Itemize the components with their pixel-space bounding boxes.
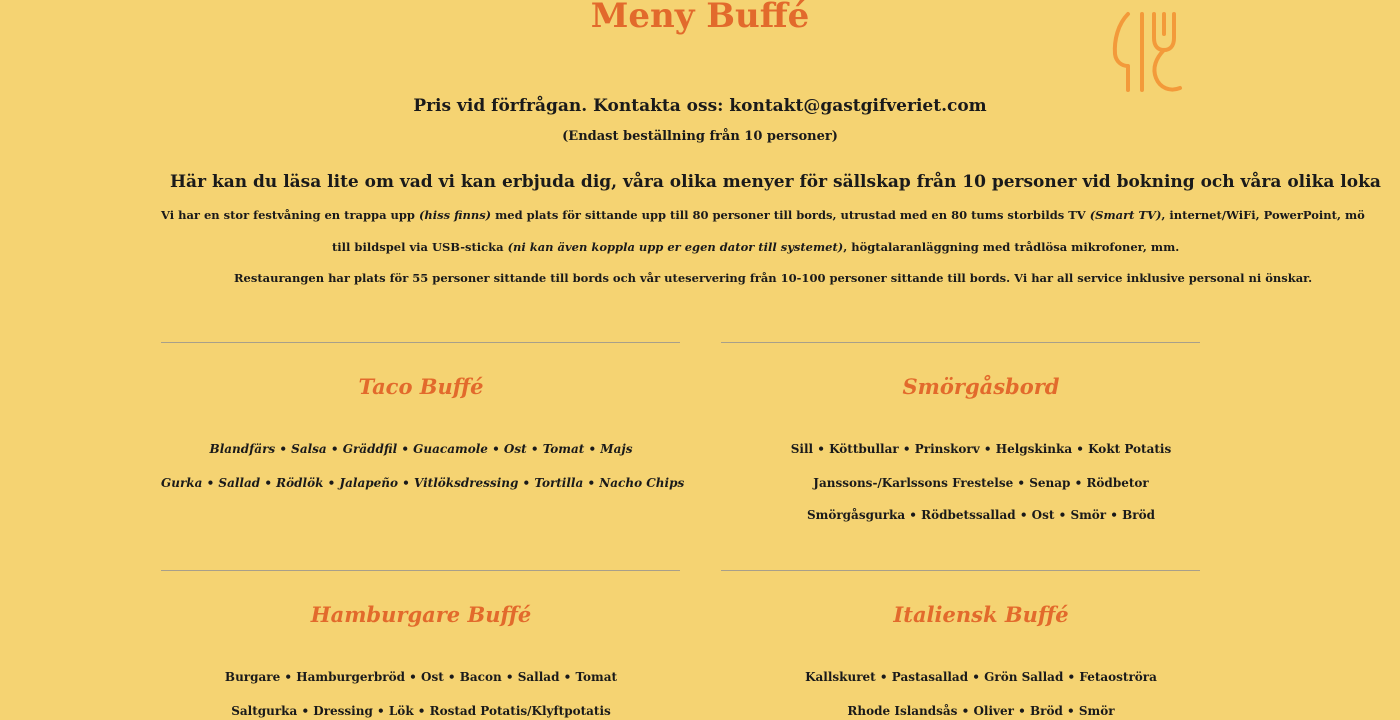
- info-line-2-part-b: (ni kan även koppla upp er egen dator till systemet): [507, 240, 844, 254]
- menu-item-line: Rhode Islandsås • Oliver • Bröd • Smör: [847, 704, 1115, 718]
- info-line-1-part-d: (Smart TV): [1089, 208, 1162, 222]
- menu-title-italiensk: Italiensk Buffé: [893, 602, 1069, 627]
- divider: [721, 342, 1200, 343]
- order-note: (Endast beställning från 10 personer): [562, 129, 838, 144]
- info-line-1-part-e: , internet/WiFi, PowerPoint, mö: [1161, 208, 1365, 222]
- fork-knife-icon[interactable]: [1112, 10, 1184, 94]
- menu-item-line: Saltgurka • Dressing • Lök • Rostad Potatis/Klyftpotatis: [231, 704, 611, 718]
- menu-item-line: Janssons-/Karlssons Frestelse • Senap • Rödbetor: [813, 476, 1149, 490]
- menu-item-line: Burgare • Hamburgerbröd • Ost • Bacon • Sallad • Tomat: [224, 670, 618, 684]
- page-title: Meny Buffé: [590, 0, 810, 36]
- info-line-3: Restaurangen har plats för 55 personer sittande till bords och vår uteservering från 10-100 personer sittande till bords. Vi har all service inklusive personal ni önskar.: [234, 271, 1313, 285]
- divider: [721, 570, 1200, 571]
- info-line-1-part-a: Vi har en stor festvåning en trappa upp: [161, 208, 419, 222]
- info-line-2-part-a: till bildspel via USB-sticka: [332, 240, 508, 254]
- info-line-2-part-c: , högtalaranläggning med trådlösa mikrofoner, mm.: [843, 240, 1180, 254]
- menu-item-line: Smörgåsgurka • Rödbetssallad • Ost • Smör • Bröd: [806, 508, 1156, 522]
- menu-item-line: Blandfärs • Salsa • Gräddfil • Guacamole • Ost • Tomat • Majs: [209, 442, 633, 456]
- info-line-1-part-c: med plats för sittande upp till 80 personer till bords, utrustad med en 80 tums storbilds TV: [491, 208, 1090, 222]
- price-contact-text: Pris vid förfrågan. Kontakta oss: kontakt@gastgifveriet.com: [413, 96, 987, 116]
- divider: [161, 342, 680, 343]
- menu-item-line: Sill • Köttbullar • Prinskorv • Helgskinka • Kokt Potatis: [790, 442, 1172, 456]
- divider: [161, 570, 680, 571]
- info-line-1: [161, 208, 1365, 222]
- menu-title-hamburgare: Hamburgare Buffé: [310, 602, 532, 627]
- menu-item-line: Kallskuret • Pastasallad • Grön Sallad • Fetaoströra: [805, 670, 1157, 684]
- menu-title-smorgasbord: Smörgåsbord: [902, 374, 1060, 399]
- info-line-2: [332, 240, 1179, 254]
- menu-item-line: Gurka • Sallad • Rödlök • Jalapeño • Vitlöksdressing • Tortilla • Nacho Chips: [161, 476, 685, 490]
- menu-title-taco: Taco Buffé: [358, 374, 484, 399]
- intro-heading: Här kan du läsa lite om vad vi kan erbjuda dig, våra olika menyer för sällskap från 10 personer vid bokning och våra olika loka: [170, 172, 1381, 192]
- info-line-1-part-b: (hiss finns): [418, 208, 492, 222]
